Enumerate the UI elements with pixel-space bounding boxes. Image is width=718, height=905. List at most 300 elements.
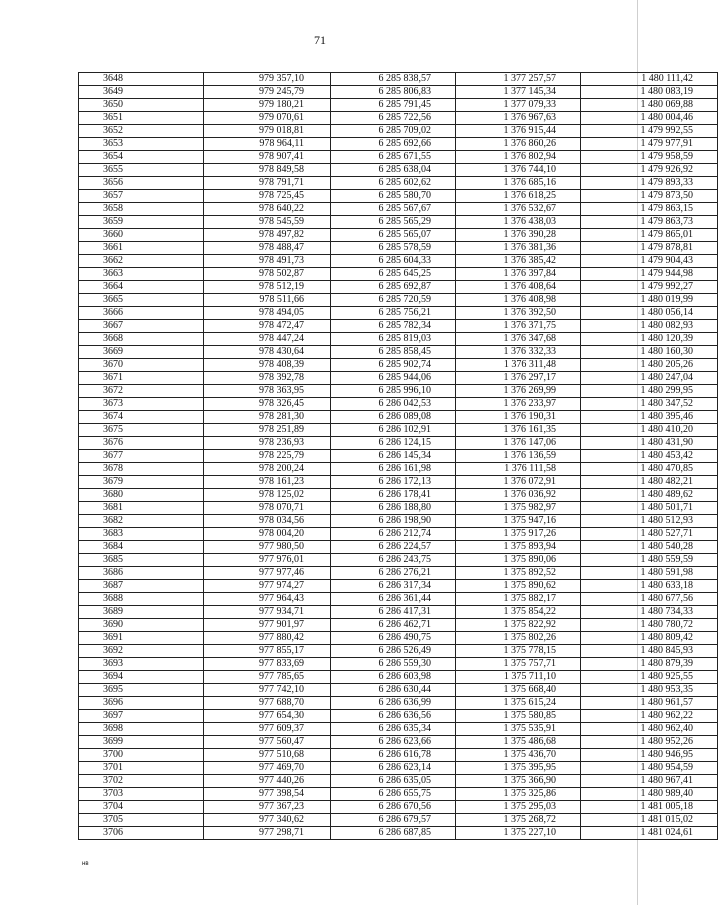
point-number-cell: 3652 xyxy=(79,125,204,138)
table-row xyxy=(79,372,718,385)
coord-y2-cell: 1 480 953,35 xyxy=(581,684,718,697)
point-number-cell: 3674 xyxy=(79,411,204,424)
table-row xyxy=(79,112,718,125)
table-row xyxy=(79,164,718,177)
coord-y1-cell: 6 286 124,15 xyxy=(331,437,456,450)
table-row xyxy=(79,268,718,281)
table-row xyxy=(79,437,718,450)
coord-x1-cell: 978 200,24 xyxy=(204,463,331,476)
table-row xyxy=(79,99,718,112)
coord-y1-cell: 6 286 616,78 xyxy=(331,749,456,762)
point-number-cell: 3661 xyxy=(79,242,204,255)
coord-y2-cell: 1 480 004,46 xyxy=(581,112,718,125)
coord-y1-cell: 6 286 198,90 xyxy=(331,515,456,528)
point-number-cell: 3680 xyxy=(79,489,204,502)
point-number-cell: 3671 xyxy=(79,372,204,385)
coord-y1-cell: 6 285 944,06 xyxy=(331,372,456,385)
coord-y1-cell: 6 286 042,53 xyxy=(331,398,456,411)
point-number-cell: 3672 xyxy=(79,385,204,398)
table-row xyxy=(79,671,718,684)
coord-x1-cell: 977 974,27 xyxy=(204,580,331,593)
coord-y1-cell: 6 285 806,83 xyxy=(331,86,456,99)
coord-y2-cell: 1 480 952,26 xyxy=(581,736,718,749)
coord-x2-cell: 1 376 744,10 xyxy=(456,164,581,177)
table-row xyxy=(79,307,718,320)
table-row xyxy=(79,658,718,671)
table-row xyxy=(79,645,718,658)
point-number-cell: 3660 xyxy=(79,229,204,242)
coord-y1-cell: 6 285 782,34 xyxy=(331,320,456,333)
coord-x1-cell: 977 340,62 xyxy=(204,814,331,827)
coord-y2-cell: 1 480 734,33 xyxy=(581,606,718,619)
table-row xyxy=(79,450,718,463)
coord-y2-cell: 1 479 878,81 xyxy=(581,242,718,255)
coord-y2-cell: 1 480 489,62 xyxy=(581,489,718,502)
coord-x2-cell: 1 375 366,90 xyxy=(456,775,581,788)
point-number-cell: 3666 xyxy=(79,307,204,320)
coord-y2-cell: 1 480 160,30 xyxy=(581,346,718,359)
coord-x1-cell: 978 491,73 xyxy=(204,255,331,268)
coord-y1-cell: 6 285 722,56 xyxy=(331,112,456,125)
footer-mark: нв xyxy=(82,861,89,867)
coord-x2-cell: 1 376 408,64 xyxy=(456,281,581,294)
coord-y2-cell: 1 480 961,57 xyxy=(581,697,718,710)
coord-y1-cell: 6 286 276,21 xyxy=(331,567,456,580)
table-row xyxy=(79,463,718,476)
coord-x1-cell: 978 545,59 xyxy=(204,216,331,229)
coord-x2-cell: 1 375 917,26 xyxy=(456,528,581,541)
point-number-cell: 3675 xyxy=(79,424,204,437)
coord-y2-cell: 1 479 904,43 xyxy=(581,255,718,268)
coord-x1-cell: 977 654,30 xyxy=(204,710,331,723)
coordinates-table xyxy=(78,72,718,840)
coord-y1-cell: 6 286 317,34 xyxy=(331,580,456,593)
table-row xyxy=(79,515,718,528)
coord-y1-cell: 6 286 635,34 xyxy=(331,723,456,736)
table-row xyxy=(79,580,718,593)
coord-y1-cell: 6 286 243,75 xyxy=(331,554,456,567)
coord-x2-cell: 1 375 890,62 xyxy=(456,580,581,593)
table-row xyxy=(79,346,718,359)
coord-y2-cell: 1 480 527,71 xyxy=(581,528,718,541)
coord-x2-cell: 1 376 136,59 xyxy=(456,450,581,463)
table-row xyxy=(79,632,718,645)
point-number-cell: 3691 xyxy=(79,632,204,645)
coord-x1-cell: 978 497,82 xyxy=(204,229,331,242)
table-row xyxy=(79,424,718,437)
coord-y2-cell: 1 480 954,59 xyxy=(581,762,718,775)
coord-x1-cell: 978 326,45 xyxy=(204,398,331,411)
coord-y2-cell: 1 480 299,95 xyxy=(581,385,718,398)
coord-y2-cell: 1 479 865,01 xyxy=(581,229,718,242)
table-row xyxy=(79,710,718,723)
coord-x2-cell: 1 375 295,03 xyxy=(456,801,581,814)
coord-x2-cell: 1 376 036,92 xyxy=(456,489,581,502)
coord-x2-cell: 1 376 618,25 xyxy=(456,190,581,203)
table-row xyxy=(79,528,718,541)
coord-x2-cell: 1 375 757,71 xyxy=(456,658,581,671)
coord-x1-cell: 978 034,56 xyxy=(204,515,331,528)
coord-x1-cell: 979 018,81 xyxy=(204,125,331,138)
table-row xyxy=(79,333,718,346)
table-row xyxy=(79,359,718,372)
coord-x2-cell: 1 375 268,72 xyxy=(456,814,581,827)
coord-x2-cell: 1 376 347,68 xyxy=(456,333,581,346)
coord-y2-cell: 1 479 863,15 xyxy=(581,203,718,216)
coord-x1-cell: 978 363,95 xyxy=(204,385,331,398)
coord-y1-cell: 6 285 858,45 xyxy=(331,346,456,359)
table-row xyxy=(79,398,718,411)
point-number-cell: 3656 xyxy=(79,177,204,190)
coord-x1-cell: 977 977,46 xyxy=(204,567,331,580)
coord-y1-cell: 6 286 161,98 xyxy=(331,463,456,476)
table-row xyxy=(79,190,718,203)
coord-x2-cell: 1 375 395,95 xyxy=(456,762,581,775)
point-number-cell: 3648 xyxy=(79,73,204,86)
point-number-cell: 3688 xyxy=(79,593,204,606)
coord-x2-cell: 1 377 079,33 xyxy=(456,99,581,112)
coord-x2-cell: 1 375 668,40 xyxy=(456,684,581,697)
coord-y2-cell: 1 480 559,59 xyxy=(581,554,718,567)
table-row xyxy=(79,294,718,307)
coord-x1-cell: 977 609,37 xyxy=(204,723,331,736)
point-number-cell: 3696 xyxy=(79,697,204,710)
point-number-cell: 3655 xyxy=(79,164,204,177)
coord-x1-cell: 978 225,79 xyxy=(204,450,331,463)
coord-y2-cell: 1 480 470,85 xyxy=(581,463,718,476)
table-row xyxy=(79,255,718,268)
table-row xyxy=(79,502,718,515)
coord-x2-cell: 1 376 332,33 xyxy=(456,346,581,359)
coord-y2-cell: 1 480 845,93 xyxy=(581,645,718,658)
coord-x2-cell: 1 375 882,17 xyxy=(456,593,581,606)
table-row xyxy=(79,697,718,710)
coord-y1-cell: 6 285 819,03 xyxy=(331,333,456,346)
coord-y2-cell: 1 480 247,04 xyxy=(581,372,718,385)
table-row xyxy=(79,476,718,489)
coord-y2-cell: 1 480 512,93 xyxy=(581,515,718,528)
coord-x2-cell: 1 375 325,86 xyxy=(456,788,581,801)
coord-y1-cell: 6 285 565,29 xyxy=(331,216,456,229)
coord-x1-cell: 979 070,61 xyxy=(204,112,331,125)
point-number-cell: 3702 xyxy=(79,775,204,788)
coord-y2-cell: 1 480 410,20 xyxy=(581,424,718,437)
coord-x1-cell: 978 430,64 xyxy=(204,346,331,359)
coord-x2-cell: 1 375 854,22 xyxy=(456,606,581,619)
coord-y2-cell: 1 481 015,02 xyxy=(581,814,718,827)
coord-y2-cell: 1 480 809,42 xyxy=(581,632,718,645)
table-row xyxy=(79,619,718,632)
coord-x1-cell: 977 440,26 xyxy=(204,775,331,788)
point-number-cell: 3678 xyxy=(79,463,204,476)
coord-y2-cell: 1 480 780,72 xyxy=(581,619,718,632)
coord-y2-cell: 1 481 005,18 xyxy=(581,801,718,814)
coord-y1-cell: 6 286 490,75 xyxy=(331,632,456,645)
coord-x2-cell: 1 375 982,97 xyxy=(456,502,581,515)
coord-x1-cell: 979 245,79 xyxy=(204,86,331,99)
table-row xyxy=(79,801,718,814)
table-row xyxy=(79,86,718,99)
point-number-cell: 3670 xyxy=(79,359,204,372)
point-number-cell: 3699 xyxy=(79,736,204,749)
table-row xyxy=(79,775,718,788)
coord-x2-cell: 1 376 269,99 xyxy=(456,385,581,398)
coord-y2-cell: 1 479 992,55 xyxy=(581,125,718,138)
coord-y1-cell: 6 286 635,05 xyxy=(331,775,456,788)
coord-y1-cell: 6 286 623,14 xyxy=(331,762,456,775)
table-row xyxy=(79,814,718,827)
coord-x1-cell: 978 251,89 xyxy=(204,424,331,437)
coord-x1-cell: 978 281,30 xyxy=(204,411,331,424)
coord-x1-cell: 978 849,58 xyxy=(204,164,331,177)
coord-x2-cell: 1 375 580,85 xyxy=(456,710,581,723)
coord-x1-cell: 977 980,50 xyxy=(204,541,331,554)
coord-y2-cell: 1 480 501,71 xyxy=(581,502,718,515)
table-row xyxy=(79,203,718,216)
point-number-cell: 3659 xyxy=(79,216,204,229)
coord-x1-cell: 977 964,43 xyxy=(204,593,331,606)
point-number-cell: 3662 xyxy=(79,255,204,268)
point-number-cell: 3684 xyxy=(79,541,204,554)
table-row xyxy=(79,73,718,86)
point-number-cell: 3697 xyxy=(79,710,204,723)
coord-x2-cell: 1 376 111,58 xyxy=(456,463,581,476)
point-number-cell: 3706 xyxy=(79,827,204,840)
table-row xyxy=(79,385,718,398)
coord-x2-cell: 1 375 802,26 xyxy=(456,632,581,645)
coord-x1-cell: 977 901,97 xyxy=(204,619,331,632)
coord-x2-cell: 1 376 371,75 xyxy=(456,320,581,333)
coord-y2-cell: 1 480 540,28 xyxy=(581,541,718,554)
coord-y1-cell: 6 285 756,21 xyxy=(331,307,456,320)
coord-x1-cell: 977 510,68 xyxy=(204,749,331,762)
coord-x1-cell: 978 161,23 xyxy=(204,476,331,489)
coord-x2-cell: 1 375 893,94 xyxy=(456,541,581,554)
coord-x1-cell: 978 472,47 xyxy=(204,320,331,333)
coord-y2-cell: 1 479 893,33 xyxy=(581,177,718,190)
table-row xyxy=(79,216,718,229)
table-row xyxy=(79,593,718,606)
coord-x2-cell: 1 376 397,84 xyxy=(456,268,581,281)
point-number-cell: 3687 xyxy=(79,580,204,593)
coord-x1-cell: 978 447,24 xyxy=(204,333,331,346)
coord-y2-cell: 1 480 962,22 xyxy=(581,710,718,723)
coord-y1-cell: 6 286 145,34 xyxy=(331,450,456,463)
coord-y1-cell: 6 285 996,10 xyxy=(331,385,456,398)
coord-x2-cell: 1 375 615,24 xyxy=(456,697,581,710)
point-number-cell: 3695 xyxy=(79,684,204,697)
coord-y1-cell: 6 285 638,04 xyxy=(331,164,456,177)
coord-x1-cell: 978 125,02 xyxy=(204,489,331,502)
coord-x2-cell: 1 376 860,26 xyxy=(456,138,581,151)
table-row xyxy=(79,788,718,801)
coord-y2-cell: 1 481 024,61 xyxy=(581,827,718,840)
coord-x2-cell: 1 376 233,97 xyxy=(456,398,581,411)
coord-y1-cell: 6 285 692,87 xyxy=(331,281,456,294)
point-number-cell: 3683 xyxy=(79,528,204,541)
coord-y1-cell: 6 285 720,59 xyxy=(331,294,456,307)
point-number-cell: 3669 xyxy=(79,346,204,359)
coord-y2-cell: 1 480 111,42 xyxy=(581,73,718,86)
coord-y1-cell: 6 286 102,91 xyxy=(331,424,456,437)
coord-x2-cell: 1 376 532,67 xyxy=(456,203,581,216)
point-number-cell: 3657 xyxy=(79,190,204,203)
coord-y2-cell: 1 479 977,91 xyxy=(581,138,718,151)
coord-x2-cell: 1 376 392,50 xyxy=(456,307,581,320)
point-number-cell: 3704 xyxy=(79,801,204,814)
coord-x1-cell: 977 785,65 xyxy=(204,671,331,684)
coord-y2-cell: 1 480 395,46 xyxy=(581,411,718,424)
coord-x2-cell: 1 376 381,36 xyxy=(456,242,581,255)
coord-x1-cell: 978 502,87 xyxy=(204,268,331,281)
coord-x2-cell: 1 375 486,68 xyxy=(456,736,581,749)
coord-y1-cell: 6 285 791,45 xyxy=(331,99,456,112)
coord-y2-cell: 1 480 482,21 xyxy=(581,476,718,489)
coord-y2-cell: 1 480 967,41 xyxy=(581,775,718,788)
coord-y2-cell: 1 480 925,55 xyxy=(581,671,718,684)
coord-x2-cell: 1 376 802,94 xyxy=(456,151,581,164)
coord-y2-cell: 1 480 019,99 xyxy=(581,294,718,307)
point-number-cell: 3667 xyxy=(79,320,204,333)
coord-x2-cell: 1 375 892,52 xyxy=(456,567,581,580)
coord-y2-cell: 1 480 677,56 xyxy=(581,593,718,606)
coord-y2-cell: 1 479 926,92 xyxy=(581,164,718,177)
table-row xyxy=(79,827,718,840)
table-row xyxy=(79,684,718,697)
point-number-cell: 3700 xyxy=(79,749,204,762)
coord-x1-cell: 977 976,01 xyxy=(204,554,331,567)
coord-y2-cell: 1 480 431,90 xyxy=(581,437,718,450)
coord-x2-cell: 1 376 147,06 xyxy=(456,437,581,450)
coord-y2-cell: 1 480 120,39 xyxy=(581,333,718,346)
coord-x1-cell: 978 408,39 xyxy=(204,359,331,372)
coord-y1-cell: 6 286 417,31 xyxy=(331,606,456,619)
coord-x1-cell: 978 494,05 xyxy=(204,307,331,320)
coord-y2-cell: 1 480 205,26 xyxy=(581,359,718,372)
table-row xyxy=(79,125,718,138)
coord-y2-cell: 1 480 633,18 xyxy=(581,580,718,593)
table-row xyxy=(79,541,718,554)
table-row xyxy=(79,554,718,567)
coord-x1-cell: 978 488,47 xyxy=(204,242,331,255)
table-row xyxy=(79,736,718,749)
coord-x1-cell: 978 640,22 xyxy=(204,203,331,216)
coord-y1-cell: 6 286 224,57 xyxy=(331,541,456,554)
coord-y2-cell: 1 480 946,95 xyxy=(581,749,718,762)
coord-x1-cell: 979 357,10 xyxy=(204,73,331,86)
coord-x2-cell: 1 375 227,10 xyxy=(456,827,581,840)
point-number-cell: 3676 xyxy=(79,437,204,450)
coord-y2-cell: 1 479 958,59 xyxy=(581,151,718,164)
table-row xyxy=(79,411,718,424)
coord-x1-cell: 977 742,10 xyxy=(204,684,331,697)
coord-x2-cell: 1 376 297,17 xyxy=(456,372,581,385)
coord-x2-cell: 1 375 778,15 xyxy=(456,645,581,658)
table-row xyxy=(79,138,718,151)
point-number-cell: 3651 xyxy=(79,112,204,125)
coord-x2-cell: 1 377 257,57 xyxy=(456,73,581,86)
coord-x1-cell: 977 560,47 xyxy=(204,736,331,749)
table-row xyxy=(79,762,718,775)
page-number: 71 xyxy=(314,33,326,47)
coord-x2-cell: 1 376 190,31 xyxy=(456,411,581,424)
coord-y2-cell: 1 479 944,98 xyxy=(581,268,718,281)
coord-x2-cell: 1 377 145,34 xyxy=(456,86,581,99)
coord-y2-cell: 1 480 591,98 xyxy=(581,567,718,580)
coord-y1-cell: 6 285 602,62 xyxy=(331,177,456,190)
table-row xyxy=(79,723,718,736)
coord-y1-cell: 6 286 089,08 xyxy=(331,411,456,424)
coord-x2-cell: 1 376 408,98 xyxy=(456,294,581,307)
coord-x2-cell: 1 375 947,16 xyxy=(456,515,581,528)
coord-x2-cell: 1 376 685,16 xyxy=(456,177,581,190)
coord-y1-cell: 6 285 580,70 xyxy=(331,190,456,203)
coord-y1-cell: 6 286 462,71 xyxy=(331,619,456,632)
coord-x1-cell: 977 833,69 xyxy=(204,658,331,671)
coord-x1-cell: 977 855,17 xyxy=(204,645,331,658)
coord-y2-cell: 1 480 453,42 xyxy=(581,450,718,463)
coord-y1-cell: 6 286 212,74 xyxy=(331,528,456,541)
coord-x2-cell: 1 376 915,44 xyxy=(456,125,581,138)
point-number-cell: 3686 xyxy=(79,567,204,580)
point-number-cell: 3665 xyxy=(79,294,204,307)
point-number-cell: 3685 xyxy=(79,554,204,567)
coord-x2-cell: 1 376 161,35 xyxy=(456,424,581,437)
coord-y1-cell: 6 286 636,99 xyxy=(331,697,456,710)
point-number-cell: 3668 xyxy=(79,333,204,346)
table-row xyxy=(79,229,718,242)
coord-y1-cell: 6 286 655,75 xyxy=(331,788,456,801)
coord-x1-cell: 977 298,71 xyxy=(204,827,331,840)
coord-x1-cell: 978 236,93 xyxy=(204,437,331,450)
coord-y2-cell: 1 479 873,50 xyxy=(581,190,718,203)
coord-x2-cell: 1 375 822,92 xyxy=(456,619,581,632)
coord-x1-cell: 977 398,54 xyxy=(204,788,331,801)
coord-x2-cell: 1 376 438,03 xyxy=(456,216,581,229)
point-number-cell: 3705 xyxy=(79,814,204,827)
table-row xyxy=(79,281,718,294)
coord-y1-cell: 6 286 178,41 xyxy=(331,489,456,502)
point-number-cell: 3698 xyxy=(79,723,204,736)
coord-x1-cell: 978 004,20 xyxy=(204,528,331,541)
coord-x1-cell: 978 791,71 xyxy=(204,177,331,190)
coord-y1-cell: 6 286 623,66 xyxy=(331,736,456,749)
coord-x2-cell: 1 376 390,28 xyxy=(456,229,581,242)
coord-x1-cell: 977 880,42 xyxy=(204,632,331,645)
point-number-cell: 3673 xyxy=(79,398,204,411)
point-number-cell: 3689 xyxy=(79,606,204,619)
coord-x1-cell: 978 725,45 xyxy=(204,190,331,203)
point-number-cell: 3703 xyxy=(79,788,204,801)
coord-y2-cell: 1 480 347,52 xyxy=(581,398,718,411)
table-row xyxy=(79,489,718,502)
coord-y2-cell: 1 479 863,73 xyxy=(581,216,718,229)
coord-x1-cell: 978 070,71 xyxy=(204,502,331,515)
coord-x1-cell: 977 934,71 xyxy=(204,606,331,619)
coord-x1-cell: 977 469,70 xyxy=(204,762,331,775)
coord-y1-cell: 6 285 902,74 xyxy=(331,359,456,372)
coord-x1-cell: 979 180,21 xyxy=(204,99,331,112)
point-number-cell: 3701 xyxy=(79,762,204,775)
point-number-cell: 3677 xyxy=(79,450,204,463)
coord-x1-cell: 978 964,11 xyxy=(204,138,331,151)
table-row xyxy=(79,320,718,333)
coord-y1-cell: 6 285 671,55 xyxy=(331,151,456,164)
coord-y1-cell: 6 285 838,57 xyxy=(331,73,456,86)
point-number-cell: 3664 xyxy=(79,281,204,294)
coord-y1-cell: 6 285 567,67 xyxy=(331,203,456,216)
coord-y1-cell: 6 286 630,44 xyxy=(331,684,456,697)
